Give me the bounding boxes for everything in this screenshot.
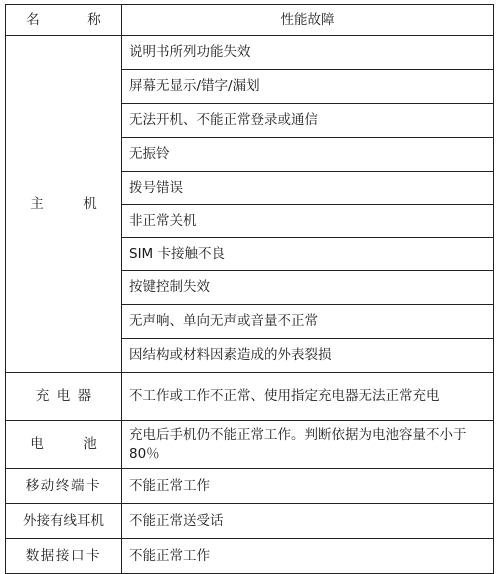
component-battery: 电 池: [6, 421, 122, 469]
fault-cell: 无法开机、不能正常登录或通信: [122, 104, 494, 138]
fault-cell: 无声响、单向无声或音量不正常: [122, 305, 494, 339]
table-row: [6, 469, 494, 504]
table-row: [6, 373, 494, 421]
header-fault: 性能故障: [122, 5, 494, 36]
component-terminal-card: 移动终端卡: [6, 469, 122, 504]
table-header-row: [6, 5, 494, 36]
fault-cell: 说明书所列功能失效: [122, 36, 494, 70]
table-row: [6, 421, 494, 469]
component-headset: 外接有线耳机: [6, 504, 122, 539]
fault-cell: 不能正常工作: [122, 539, 494, 574]
fault-cell: 屏幕无显示/错字/漏划: [122, 70, 494, 104]
fault-cell: 不能正常送受话: [122, 504, 494, 539]
component-data-card: 数据接口卡: [6, 539, 122, 574]
fault-cell: 拨号错误: [122, 172, 494, 205]
fault-cell: 因结构或材料因素造成的外表裂损: [122, 339, 494, 373]
fault-cell: 充电后手机仍不能正常工作。判断依据为电池容量不小于 80％: [122, 421, 494, 469]
fault-cell: 不工作或工作不正常、使用指定充电器无法正常充电: [122, 373, 494, 421]
component-charger: 充电器: [6, 373, 122, 421]
fault-cell: 无振铃: [122, 138, 494, 172]
fault-cell: 按键控制失效: [122, 271, 494, 305]
table-row: [6, 539, 494, 574]
fault-table: [5, 4, 494, 574]
table-row: [6, 504, 494, 539]
fault-cell: SIM 卡接触不良: [122, 238, 494, 271]
fault-cell: 不能正常工作: [122, 469, 494, 504]
header-name: 名 称: [6, 5, 122, 36]
fault-cell: 非正常关机: [122, 205, 494, 238]
component-host: 主 机: [6, 36, 122, 373]
table-row: [6, 36, 494, 70]
